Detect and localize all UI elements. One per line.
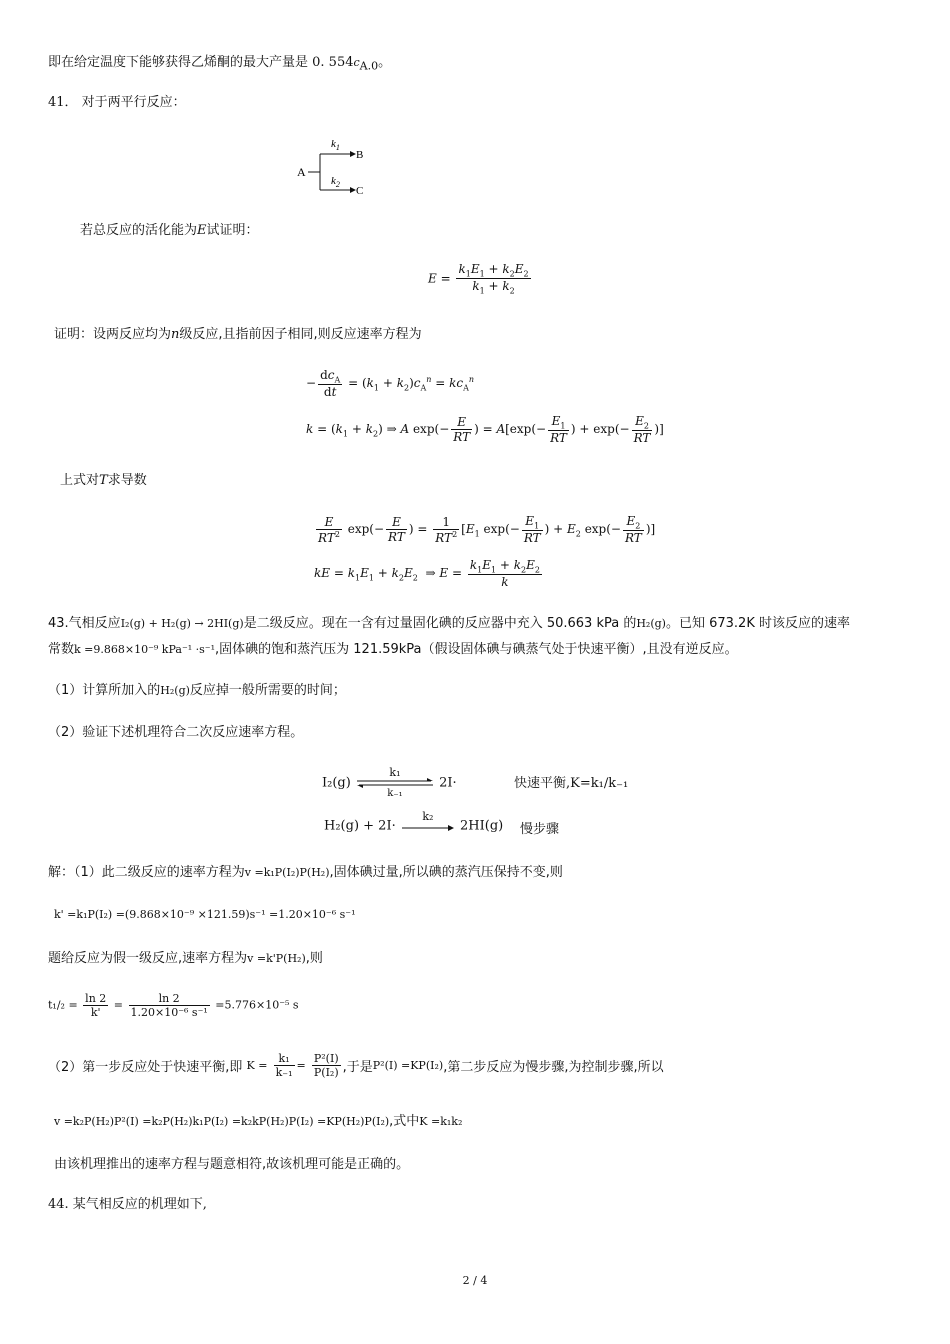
- q44-heading: 44. 某气相反应的机理如下,: [48, 1197, 207, 1212]
- forward-arrow-icon: [400, 824, 456, 832]
- top-line: 即在给定温度下能够获得乙烯酮的最大产量是 0. $554c_{A.0}$。: [48, 55, 392, 73]
- q43-line2: 常数k =9.868×10⁻⁹ kPa⁻¹ ·s⁻¹,固体碘的饱和蒸汽压为 121.59kPa（假设固体碘与碘蒸气处于快速平衡）,且没有逆反应。: [48, 642, 738, 657]
- solution-1-intro: 解：（1）此二级反应的速率方程为v =k₁P(I₂)P(H₂),固体碘过量,所以碘的蒸汽压保持不变,则: [48, 865, 563, 880]
- solution-1-pseudo-first-order: 题给反应为假一级反应,速率方程为v =k'P(H₂),则: [48, 951, 323, 966]
- q43-question-2: （2）验证下述机理符合二次反应速率方程。: [48, 725, 304, 740]
- mechanism-step-1-note: 快速平衡,K=k₁/k₋₁: [514, 776, 629, 791]
- parallel-reaction-scheme: [292, 134, 382, 200]
- mechanism-step-1: I₂(g) k₁ k₋₁ 2I·: [322, 766, 457, 799]
- rate-equation: − $\frac{dc_A}{dt}$ = $(k_1 + k_2)c_A^n = kc_A^n$: [306, 368, 475, 400]
- mechanism-step-2: H₂(g) + 2I· k₂ 2HI(g): [324, 814, 503, 838]
- q41-prompt: 若总反应的活化能为E试证明：: [80, 223, 259, 238]
- q41-derivative-intro: 上式对T求导数: [60, 473, 147, 488]
- k-prime-equation: k' =k₁P(I₂) =(9.868×10⁻⁹ ×121.59)s⁻¹ =1.20×10⁻⁶ s⁻¹: [54, 908, 356, 921]
- arrhenius-sum-equation: $k = (k_1 + k_2)$ ⇒ A exp(− $\frac{E}{RT}$ ) = A[exp(− $\frac{E_1}{RT}$ ) + exp(− $\frac{E_2}{RT}$ )]: [306, 414, 664, 446]
- q41-heading: 41． 对于两平行反应：: [48, 95, 186, 110]
- q43-line1: 43.气相反应I₂(g) + H₂(g) → 2HI(g)是二级反应。现在一含有过量固化碘的反应器中充入 50.663 kPa 的H₂(g)。已知 673.2K 时该反应的速率: [48, 616, 850, 631]
- scheme-reactant: A: [297, 165, 306, 179]
- equilibrium-arrow-icon: [355, 778, 435, 788]
- half-life-equation: t₁/₂ = $\frac{\ln 2}{k'}$ = $\frac{\ln 2}{\text{1.20×10⁻⁶ s⁻¹}}$ =5.776×10⁻⁵ s: [48, 992, 299, 1019]
- result-equation: kE = $k_1E_1 + k_2E_2$ ⇒ E = $\frac{k_1E_1 + k_2E_2}{k}$: [314, 558, 540, 590]
- rate-law-derivation: v =k₂P(H₂)P²(I) =k₂P(H₂)k₁P(I₂) =k₂kP(H₂)P(I₂) =KP(H₂)P(I₂),式中K =k₁k₂: [54, 1114, 463, 1129]
- solution-2-intro: （2）第一步反应处于快速平衡,即 K = $\frac{\text{k₁}}{\text{k₋₁}}$ = $\frac{\text{P²(I)}}{\text{P(I₂)}}$ ,于是P²(I) =KP(I₂),第二步反应为慢步骤,为控制步骤,所以: [48, 1052, 664, 1079]
- scheme-k2: $k_2$: [331, 175, 340, 189]
- scheme-product-c: C: [356, 185, 364, 197]
- scheme-k1: $k_1$: [331, 138, 340, 152]
- derivative-equation: $\frac{E}{RT^2}$ exp(− $\frac{E}{RT}$ ) = $\frac{1}{RT^2}$ [$E_1$ exp(− $\frac{E_1}{RT}$ ) + $E_2$ exp(− $\frac{E_2}{RT}$ )]: [318, 514, 656, 546]
- scheme-product-b: B: [356, 149, 364, 161]
- page-number: 2 / 4: [462, 1274, 488, 1287]
- forward-arrow: k₂: [400, 814, 456, 838]
- mechanism-step-2-note: 慢步骤: [520, 822, 560, 837]
- q41-proof-intro: 证明：设两反应均为n级反应,且指前因子相同,则反应速率方程为: [54, 327, 422, 342]
- q43-question-1: （1）计算所加入的H₂(g)反应掉一般所需要的时间；: [48, 683, 346, 698]
- conclusion: 由该机理推出的速率方程与题意相符,故该机理可能是正确的。: [54, 1157, 410, 1172]
- activation-energy-equation: E = $\frac{k_1E_1 + k_2E_2}{k_1 + k_2}$: [428, 262, 529, 296]
- equilibrium-arrows: k₁ k₋₁: [355, 768, 435, 798]
